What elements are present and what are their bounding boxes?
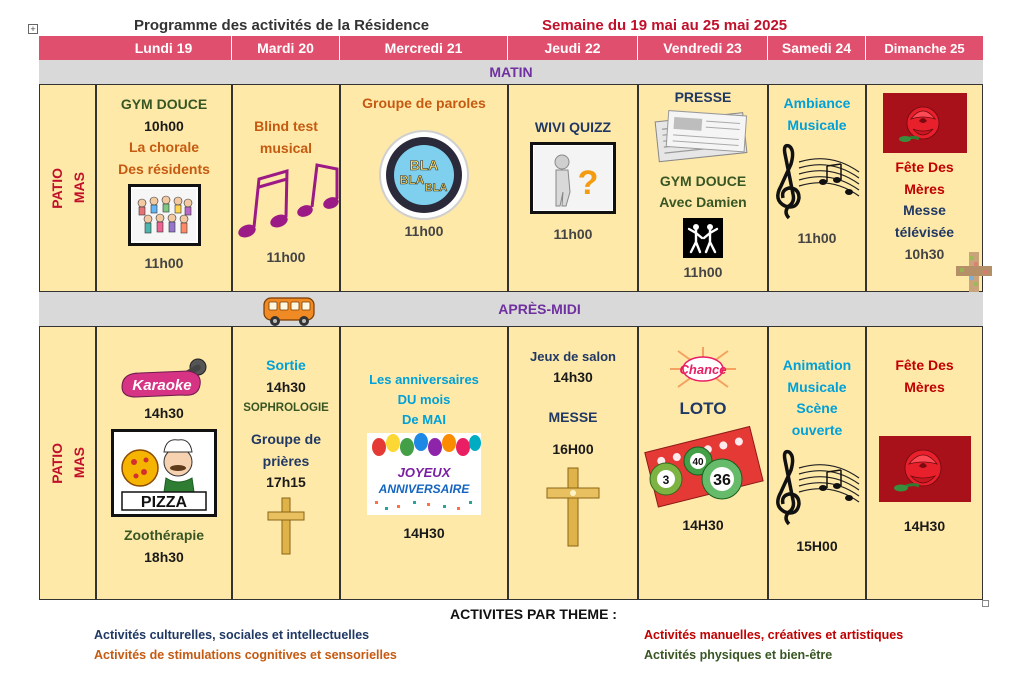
morning-wednesday-cell bbox=[340, 84, 508, 292]
activity-time: 14H30 bbox=[682, 517, 724, 533]
activity-time: 14h30 bbox=[553, 369, 593, 386]
activity-time: 15H00 bbox=[796, 537, 838, 554]
legend-cognitive: Activités de stimulations cognitives et sensorielles bbox=[94, 648, 397, 662]
pizza-chef-image bbox=[111, 429, 217, 517]
day-header-sunday: Dimanche 25 bbox=[866, 36, 983, 60]
activity-groupe-prieres-sub: prières bbox=[262, 452, 310, 469]
svg-text:BLA: BLA bbox=[399, 172, 425, 187]
activity-messe: MESSE bbox=[548, 408, 598, 425]
day-header-thursday: Jeudi 22 bbox=[508, 36, 638, 60]
activity-scene: Scène bbox=[796, 400, 838, 417]
afternoon-monday-cell bbox=[96, 326, 232, 600]
activity-blind-test-sub: musical bbox=[259, 139, 313, 156]
activity-groupe-paroles: Groupe de paroles bbox=[362, 95, 486, 111]
side-label-patio: PATIO bbox=[48, 167, 65, 209]
gold-cross-icon bbox=[543, 466, 603, 548]
legend-cultural: Activités culturelles, sociales et intellectuelles bbox=[94, 628, 370, 642]
day-header-monday: Lundi 19 bbox=[96, 36, 232, 60]
activity-gym-douce: GYM DOUCE bbox=[659, 172, 747, 189]
activity-anniversaires-month: De MAI bbox=[401, 412, 447, 428]
activity-time: 14h30 bbox=[266, 378, 306, 395]
rose-card-image bbox=[883, 93, 967, 153]
side-label-patio: PATIO bbox=[48, 442, 65, 484]
activity-sortie: Sortie bbox=[266, 357, 306, 373]
activity-groupe-prieres: Groupe de bbox=[250, 431, 321, 448]
legend-manual: Activités manuelles, créatives et artistiques bbox=[644, 628, 904, 642]
activity-time: 11h00 bbox=[553, 225, 593, 242]
table-resize-handle[interactable] bbox=[982, 600, 989, 607]
loto-balls-image bbox=[640, 421, 766, 513]
activity-presse: PRESSE bbox=[674, 89, 732, 105]
activity-animation: Animation bbox=[782, 357, 852, 373]
day-header-friday: Vendredi 23 bbox=[638, 36, 768, 60]
week-range: Semaine du 19 mai au 25 mai 2025 bbox=[542, 17, 788, 34]
activity-scene-sub: ouverte bbox=[791, 422, 843, 439]
activity-chorale-sub: Des résidents bbox=[118, 161, 210, 178]
activity-anniversaires-sub: DU mois bbox=[397, 392, 451, 408]
quiz-question-image bbox=[530, 142, 616, 214]
activity-time: 16H00 bbox=[552, 440, 594, 457]
activity-messe-sub: télévisée bbox=[894, 224, 955, 241]
activity-fete-meres: Fête Des bbox=[895, 357, 954, 373]
activity-gym-douce-sub: Avec Damien bbox=[659, 194, 747, 211]
activity-time: 11h00 bbox=[144, 254, 184, 271]
afternoon-tuesday-cell bbox=[232, 326, 340, 600]
afternoon-sunday-cell bbox=[866, 326, 983, 600]
morning-saturday-cell bbox=[768, 84, 866, 292]
activity-gym-douce: GYM DOUCE bbox=[120, 96, 208, 112]
exercise-icon bbox=[683, 218, 723, 258]
activity-time: 10h00 bbox=[144, 117, 184, 134]
banner-anniversaire: ANNIVERSAIRE bbox=[378, 482, 470, 497]
day-header-tuesday: Mardi 20 bbox=[232, 36, 340, 60]
choir-image bbox=[128, 184, 201, 246]
document-title: Programme des activités de la Résidence bbox=[134, 17, 430, 34]
activity-time: 14h30 bbox=[144, 405, 184, 421]
activity-time: 11h00 bbox=[404, 222, 444, 239]
activity-loto: LOTO bbox=[679, 399, 727, 418]
activity-time: 14H30 bbox=[403, 525, 445, 542]
activity-fete-meres-sub: Mères bbox=[904, 378, 945, 395]
afternoon-saturday-cell bbox=[768, 326, 866, 600]
activity-zootherapie: Zoothérapie bbox=[123, 527, 205, 543]
day-header-saturday: Samedi 24 bbox=[768, 36, 866, 60]
bus-icon bbox=[260, 294, 320, 328]
pizza-label: PIZZA bbox=[140, 494, 188, 511]
activity-messe: Messe bbox=[903, 202, 946, 219]
loto-ball-number: 40 bbox=[692, 457, 704, 468]
activity-wivi-quizz: WIVI QUIZZ bbox=[534, 119, 612, 135]
morning-thursday-cell bbox=[508, 84, 638, 292]
side-label-mas: MAS bbox=[70, 172, 87, 204]
section-afternoon-corner bbox=[39, 292, 96, 326]
treble-clef-icon bbox=[771, 142, 863, 224]
birthday-balloons-image bbox=[367, 433, 481, 515]
loto-ball-number: 36 bbox=[713, 472, 731, 489]
activity-table bbox=[39, 36, 983, 600]
svg-text:BLA: BLA bbox=[409, 156, 439, 173]
activity-animation-sub: Musicale bbox=[787, 378, 847, 395]
legend-title: ACTIVITES PAR THEME : bbox=[450, 606, 617, 622]
music-notes-icon bbox=[233, 161, 339, 247]
activity-time: 17h15 bbox=[266, 474, 306, 491]
activity-time: 11h00 bbox=[266, 249, 306, 266]
chance-text: Chance bbox=[679, 362, 727, 377]
legend-physical: Activités physiques et bien-être bbox=[644, 648, 833, 662]
activity-fete-meres: Fête Des bbox=[895, 159, 954, 175]
activity-time: 11h00 bbox=[683, 264, 723, 281]
side-label-mas: MAS bbox=[70, 447, 87, 479]
activity-blind-test: Blind test bbox=[254, 118, 318, 134]
morning-side-label bbox=[39, 84, 96, 292]
activity-fete-meres-sub: Mères bbox=[904, 180, 945, 197]
karaoke-logo-text: Karaoke bbox=[132, 377, 192, 394]
activity-chorale: La chorale bbox=[128, 139, 200, 156]
activity-sophrologie: SOPHROLOGIE bbox=[243, 402, 329, 415]
activity-time: 11h00 bbox=[797, 230, 837, 247]
newspaper-image bbox=[653, 109, 753, 165]
gold-cross-icon bbox=[264, 496, 308, 556]
table-move-handle[interactable]: + bbox=[28, 24, 38, 34]
activity-ambiance-sub: Musicale bbox=[787, 116, 847, 133]
karaoke-logo bbox=[116, 355, 212, 399]
svg-text:BLA: BLA bbox=[424, 181, 448, 194]
chance-badge-icon bbox=[668, 345, 738, 393]
bla-bla-bubble-icon bbox=[374, 129, 474, 225]
header-corner bbox=[39, 36, 96, 60]
activity-ambiance: Ambiance bbox=[783, 95, 851, 111]
section-morning: MATIN bbox=[39, 60, 983, 84]
activity-time: 10h30 bbox=[904, 245, 945, 262]
treble-clef-icon bbox=[771, 448, 863, 530]
afternoon-side-label bbox=[39, 326, 96, 600]
afternoon-wednesday-cell bbox=[340, 326, 508, 600]
afternoon-friday-cell bbox=[638, 326, 768, 600]
activity-time: 14H30 bbox=[903, 518, 946, 535]
morning-tuesday-cell bbox=[232, 84, 340, 292]
morning-monday-cell bbox=[96, 84, 232, 292]
svg-text:?: ? bbox=[577, 163, 599, 202]
rose-card-image bbox=[879, 436, 971, 502]
afternoon-thursday-cell bbox=[508, 326, 638, 600]
loto-ball-number: 3 bbox=[662, 473, 670, 487]
day-header-wednesday: Mercredi 21 bbox=[340, 36, 508, 60]
banner-joyeux: JOYEUX bbox=[397, 465, 451, 481]
morning-friday-cell bbox=[638, 84, 768, 292]
activity-anniversaires: Les anniversaires bbox=[369, 372, 479, 387]
activity-jeux-salon: Jeux de salon bbox=[530, 349, 616, 364]
activity-time: 18h30 bbox=[144, 548, 184, 565]
section-afternoon: APRÈS-MIDI bbox=[96, 292, 983, 326]
